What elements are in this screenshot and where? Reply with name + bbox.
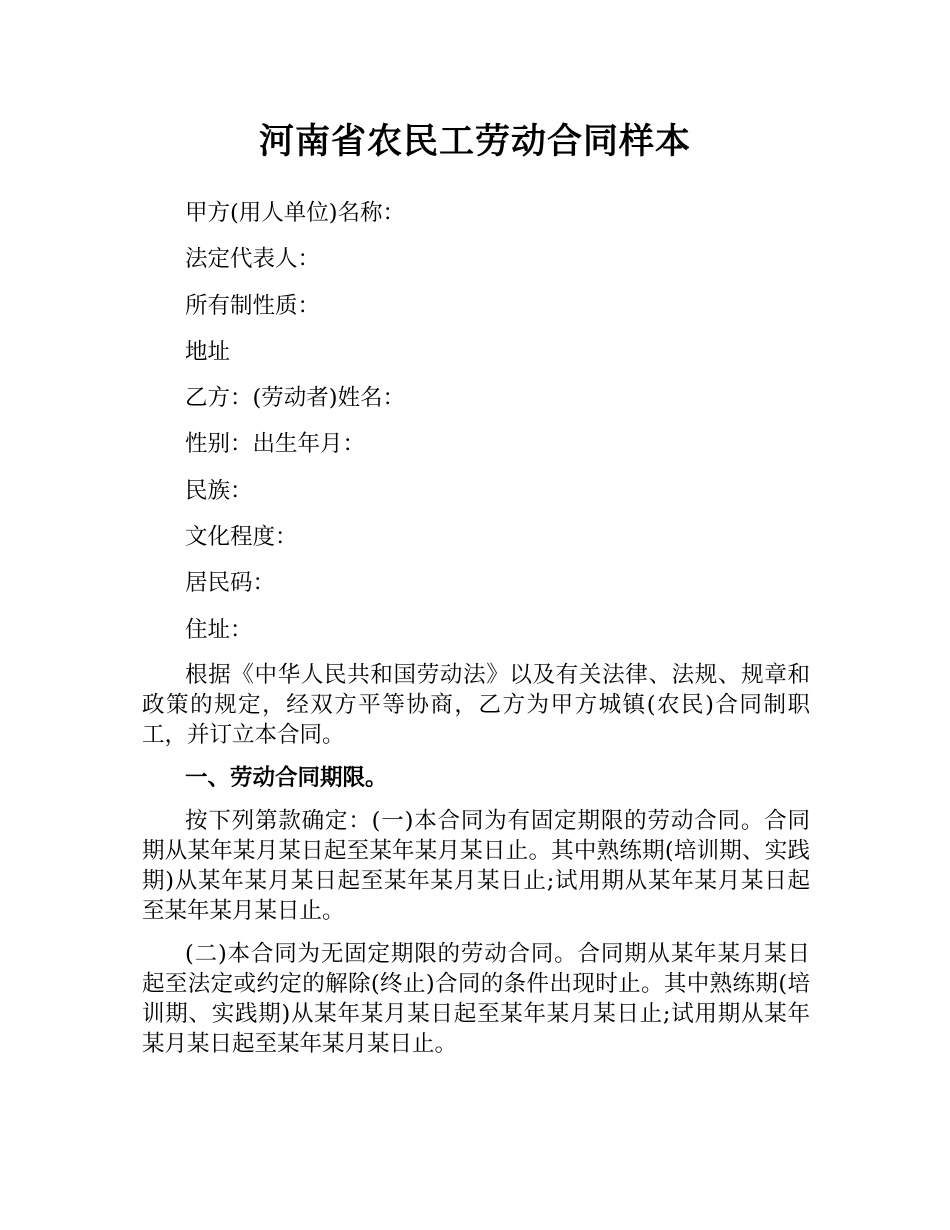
field-gender-birth: 性别：出生年月： (185, 431, 366, 458)
field-residence: 住址： (185, 616, 253, 643)
document-body (142, 198, 810, 1072)
field-legal-representative: 法定代表人： (185, 246, 321, 273)
section-paragraph-fixed-term: 按下列第款确定：(一)本合同为有固定期限的劳动合同。合同期从某年某月某日起至某年某月某日止。其中熟练期(培训期、实践期)从某年某月某日起至某年某月某日止;试用期从某年某月某日起至某年某月某日止。 (142, 807, 810, 924)
field-worker-name: 乙方：(劳动者)姓名： (185, 385, 406, 412)
section-paragraph-open-term: (二)本合同为无固定期限的劳动合同。合同期从某年某月某日起至法定或约定的解除(终止)合同的条件出现时止。其中熟练期(培训期、实践期)从某年某月某日起至某年某月某日止;试用期从某年某月某日起至某年某月某日止。 (142, 940, 810, 1057)
field-education: 文化程度： (185, 524, 298, 551)
intro-paragraph: 根据《中华人民共和国劳动法》以及有关法律、法规、规章和政策的规定，经双方平等协商，乙方为甲方城镇(农民)合同制职工，并订立本合同。 (142, 661, 810, 748)
field-resident-code: 居民码： (185, 570, 276, 597)
field-ownership-type: 所有制性质： (185, 292, 321, 319)
field-ethnicity: 民族： (185, 477, 253, 504)
section-heading: 一、劳动合同期限。 (185, 764, 388, 791)
field-employer-name: 甲方(用人单位)名称： (185, 200, 406, 226)
document-title: 河南省农民工劳动合同样本 (258, 122, 691, 162)
field-address: 地址 (185, 338, 231, 365)
